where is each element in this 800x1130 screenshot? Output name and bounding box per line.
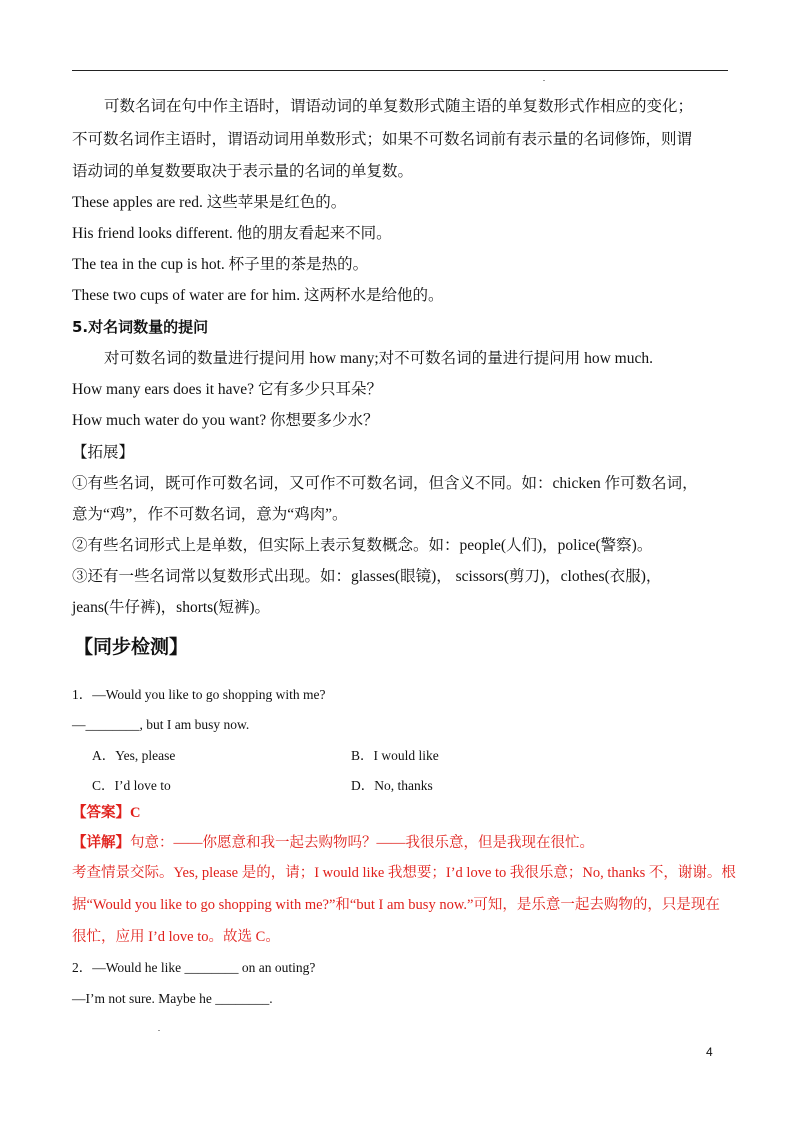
extension-label: 【拓展】 — [72, 444, 135, 461]
section-intro: 对可数名词的数量进行提问用 how many;对不可数名词的量进行提问用 how much. — [104, 350, 653, 367]
grammar-paragraph-line-1: 可数名词在句中作主语时，谓语动词的单复数形式随主语的单复数形式作相应的变化； — [104, 98, 694, 115]
question-stem: 2．—Would he like ________ on an outing? — [72, 960, 316, 975]
question-stem: 1．—Would you like to go shopping with me? — [72, 687, 326, 702]
answer-line — [72, 803, 140, 823]
example-sentence: How much water do you want? 你想要多少水？ — [72, 412, 379, 429]
scan-speck — [543, 80, 545, 81]
grammar-paragraph-line-2: 不可数名词作主语时，谓语动词用单数形式；如果不可数名词前有表示量的名词修饰，则谓 — [72, 131, 693, 148]
quiz-heading: 【同步检测】 — [74, 636, 189, 658]
extension-line: 意为“鸡”，作不可数名词，意为“鸡肉”。 — [72, 506, 348, 523]
extension-line: jeans(牛仔裤)，shorts(短裤)。 — [72, 599, 271, 616]
section-heading: 5.对名词数量的提问 — [72, 318, 209, 336]
extension-line: ③还有一些名词常以复数形式出现。如：glasses(眼镜)， scissors(剪刀)，clothes(衣服)， — [72, 568, 662, 585]
page-number: 4 — [706, 1045, 713, 1059]
detail-text: 据“Would you like to go shopping with me?”和“but I am busy now.”可知，是乐意一起去购物的，只是现在 — [72, 897, 720, 913]
question-reply: —I’m not sure. Maybe he ________. — [72, 991, 273, 1006]
detail-line — [72, 833, 594, 853]
example-sentence: These two cups of water are for him. 这两杯水是给他的。 — [72, 287, 444, 304]
answer-label: 【答案】 — [72, 805, 130, 821]
detail-text: 很忙，应用 I’d love to。故选 C。 — [72, 929, 280, 945]
grammar-paragraph-line-3: 语动词的单复数要取决于表示量的名词的单复数。 — [72, 163, 414, 180]
answer-value: C — [130, 805, 141, 821]
answer-option-b: B．I would like — [351, 748, 439, 763]
answer-option-c: C．I’d love to — [92, 778, 171, 793]
header-rule — [72, 70, 728, 71]
detail-label: 【详解】 — [72, 835, 130, 851]
scan-speck — [158, 1030, 160, 1031]
answer-option-a: A．Yes, please — [92, 748, 176, 763]
extension-line: ①有些名词，既可作可数名词，又可作不可数名词，但含义不同。如：chicken 作可数名词， — [72, 475, 698, 492]
detail-text: 考查情景交际。Yes, please 是的，请；I would like 我想要；I’d love to 我很乐意；No, thanks 不，谢谢。根 — [72, 865, 736, 881]
question-reply: —________, but I am busy now. — [72, 717, 250, 732]
detail-text: 句意：——你愿意和我一起去购物吗？——我很乐意，但是我现在很忙。 — [130, 835, 594, 851]
extension-line: ②有些名词形式上是单数，但实际上表示复数概念。如：people(人们)，police(警察)。 — [72, 537, 653, 554]
answer-option-d: D．No, thanks — [351, 778, 433, 793]
example-sentence: The tea in the cup is hot. 杯子里的茶是热的。 — [72, 256, 369, 273]
example-sentence: How many ears does it have? 它有多少只耳朵？ — [72, 381, 382, 398]
example-sentence: These apples are red. 这些苹果是红色的。 — [72, 194, 347, 211]
example-sentence: His friend looks different. 他的朋友看起来不同。 — [72, 225, 392, 242]
